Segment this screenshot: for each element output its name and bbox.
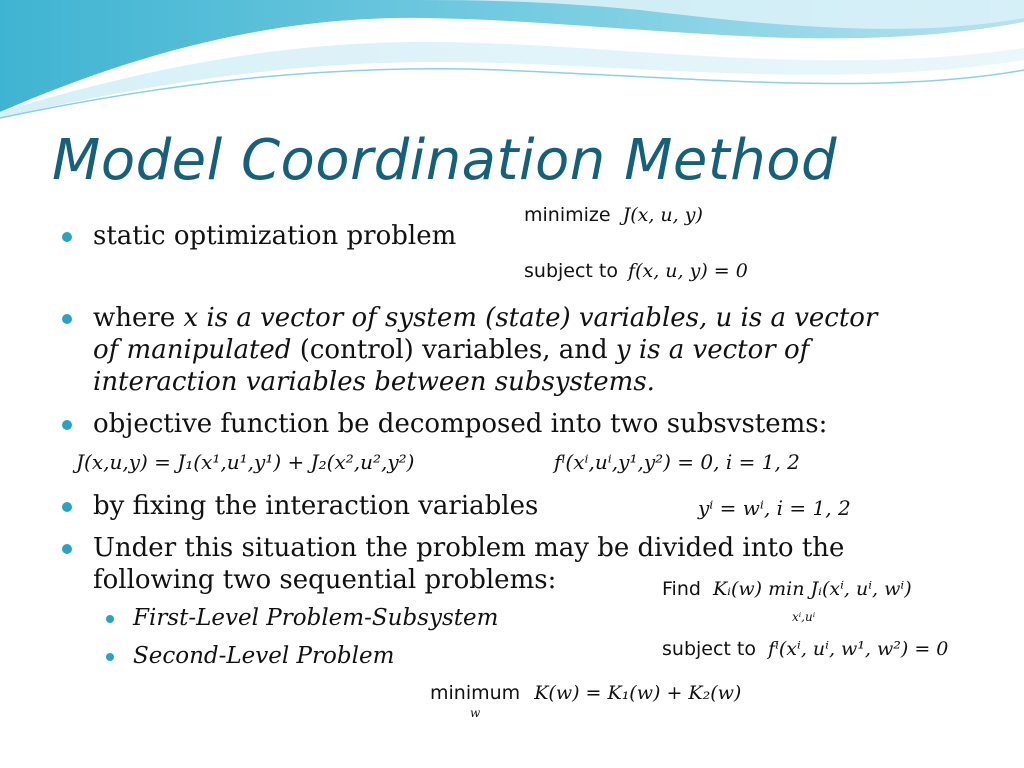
header-wave-decoration — [0, 0, 1024, 130]
bullet-sequential-problems: Under this situation the problem may be divided into the following two sequential problems: — [66, 532, 946, 602]
bullet-dot-icon — [62, 314, 72, 324]
bullet-where-x: where x is a vector of system (state) variables, u is a vector of manipulated (control) variables, and y is a vector of interaction variables between subsystems. — [66, 302, 946, 402]
equation-decomposition: J(x,u,y) = J₁(x¹,u¹,y¹) + J₂(x²,u²,y²) — [72, 444, 482, 484]
equation-subsystem-constraint: fⁱ(xⁱ,uⁱ,y¹,y²) = 0, i = 1, 2 — [550, 444, 862, 484]
equation-optimization-problem: minimize J(x, u, y) subject to f(x, u, y) = 0 — [520, 198, 778, 290]
bullet-dot-icon — [62, 502, 72, 512]
bullet-dot-icon — [62, 232, 72, 242]
bullet-dot-icon — [62, 544, 72, 554]
equation-second-level-problem: minimum K(w) = K₁(w) + K₂(w) w — [426, 676, 734, 728]
bullet-dot-icon — [62, 420, 72, 430]
slide: Model Coordination Method static optimization problem minimize J(x, u, y) subject to f(x, u, y) = 0 where x is a vector of system (state) variables, u is a vector of manipulated (control) variables, and y is a vector of interaction variables between subsystems. objective function be decomposed into two subsvstems: J(x,u,y) = J₁(x¹,u¹,y¹) + J₂(x²,u²,y²) fⁱ(xⁱ,uⁱ,y¹,y²) = 0, i = 1, 2 by fixing the interaction variables yⁱ = wⁱ, i = 1, 2 Under this situation the problem may be divided into the following two sequential problems: Find Kᵢ(w) min Jᵢ(xⁱ, uⁱ, wⁱ) xⁱ,uⁱ subject to fⁱ(xⁱ, uⁱ, w¹, w²) = 0 First-Level Problem-Subsystem Second-Level Problem minimum K(w) = K₁(w) + K₂(w) w — [0, 0, 1024, 768]
sub-bullet-dot-icon — [106, 615, 114, 623]
equation-interaction-fix: yⁱ = wⁱ, i = 1, 2 — [694, 494, 866, 524]
sub-bullet-dot-icon — [106, 653, 114, 661]
equation-first-level-problem: Find Kᵢ(w) min Jᵢ(xⁱ, uⁱ, wⁱ) xⁱ,uⁱ subject to fⁱ(xⁱ, uⁱ, w¹, w²) = 0 — [658, 572, 964, 672]
slide-title: Model Coordination Method — [52, 128, 838, 193]
